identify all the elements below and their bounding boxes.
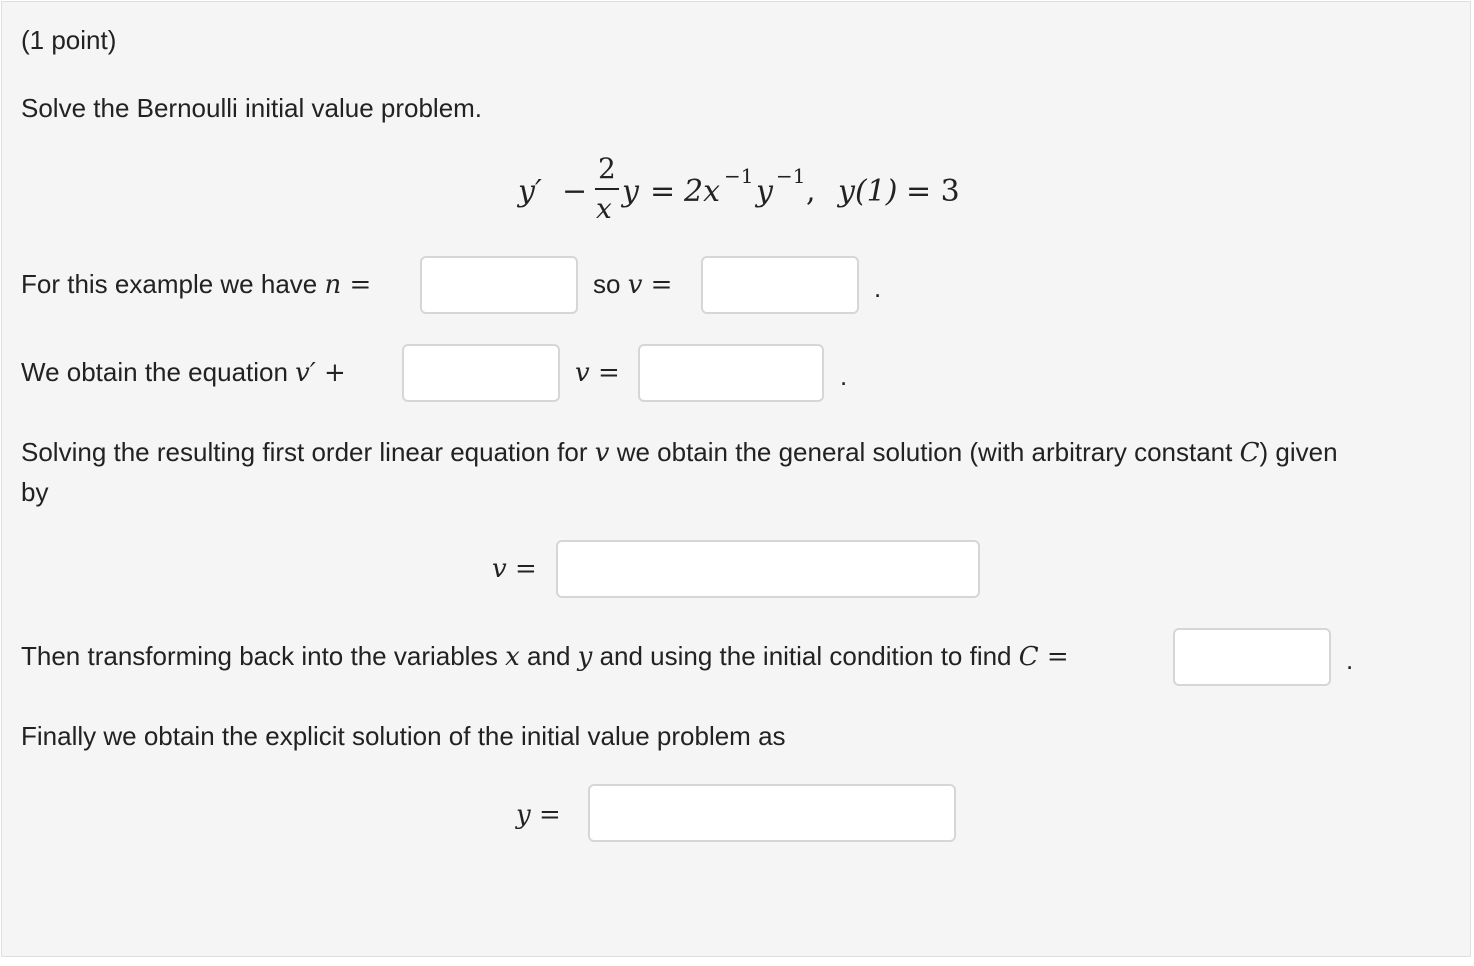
n-equals: = (341, 270, 372, 300)
transform-c-equals: = (1038, 642, 1069, 672)
general-v-equals-label (492, 553, 537, 584)
n-var: n (324, 270, 342, 300)
final-y-eq: = (530, 800, 561, 830)
so-v-var: v (627, 270, 643, 300)
v-equals: = (589, 358, 620, 388)
general-solution-input[interactable] (556, 540, 980, 598)
points-label: (1 point) (21, 25, 117, 55)
final-text: Finally we obtain the explicit solution of the initial value problem as (21, 721, 786, 751)
so-v-prompt (593, 269, 672, 300)
period-2: . (840, 361, 848, 391)
general-v-label-eq: = (506, 554, 537, 584)
bernoulli-equation (518, 152, 978, 232)
eq-rhs-y: y (756, 174, 773, 209)
eq-y-exponent: −1 (776, 164, 806, 188)
n-prompt-text: For this example we have (21, 269, 325, 299)
general-v-label-var: v (492, 554, 507, 584)
eq-y-prime: y′ (518, 174, 542, 209)
transform-and: and (519, 641, 578, 671)
v-prime-var: v′ (295, 358, 316, 388)
rhs-input[interactable] (638, 344, 824, 402)
period-3: . (1346, 645, 1354, 675)
equation-prompt (21, 357, 346, 388)
eq-minus: − (562, 174, 588, 209)
c-constant-input[interactable] (1173, 628, 1331, 686)
eq-rhs-2x: 2x (684, 174, 721, 209)
so-v-equals: = (642, 270, 673, 300)
eq-x-exponent: −1 (724, 164, 754, 188)
transform-c-var: C (1018, 642, 1039, 672)
general-c-var: C (1239, 438, 1260, 468)
general-text-before: Solving the resulting first order linear equation for (21, 437, 595, 467)
plus-sign: + (315, 358, 346, 388)
general-text-after: ) given (1259, 437, 1338, 467)
v-var: v (575, 358, 590, 388)
transform-text-before: Then transforming back into the variables (21, 641, 506, 671)
transform-text-after: and using the initial condition to find (592, 641, 1019, 671)
eq-y: y (622, 174, 639, 209)
equation-prompt-text: We obtain the equation (21, 357, 296, 387)
eq-equals: = (650, 174, 676, 209)
transform-y-var: y (577, 642, 593, 672)
eq-frac-denominator: x (596, 192, 612, 225)
general-solution-text (21, 437, 1338, 468)
final-y-var: y (516, 800, 531, 830)
n-prompt (21, 269, 371, 300)
intro-text: Solve the Bernoulli initial value problem. (21, 93, 483, 123)
general-v-var: v (594, 438, 610, 468)
n-answer-input[interactable] (420, 256, 578, 314)
problem-card (1, 1, 1471, 957)
eq-comma: , (806, 174, 816, 209)
general-solution-by: by (21, 477, 49, 507)
transform-x-var: x (505, 642, 520, 672)
eq-frac-numerator: 2 (598, 152, 616, 185)
so-text: so (593, 269, 628, 299)
eq-initial-condition: y(1) (838, 174, 898, 209)
transform-text (21, 641, 1069, 672)
v-equals-label (575, 357, 620, 388)
final-y-equals-label (516, 799, 561, 830)
eq-initial-value: = 3 (906, 174, 960, 209)
v-substitution-input[interactable] (701, 256, 859, 314)
coefficient-input[interactable] (402, 344, 560, 402)
period-1: . (874, 273, 882, 303)
eq-fraction-bar (595, 188, 619, 190)
explicit-solution-input[interactable] (588, 784, 956, 842)
general-text-middle: we obtain the general solution (with arbitrary constant (609, 437, 1240, 467)
